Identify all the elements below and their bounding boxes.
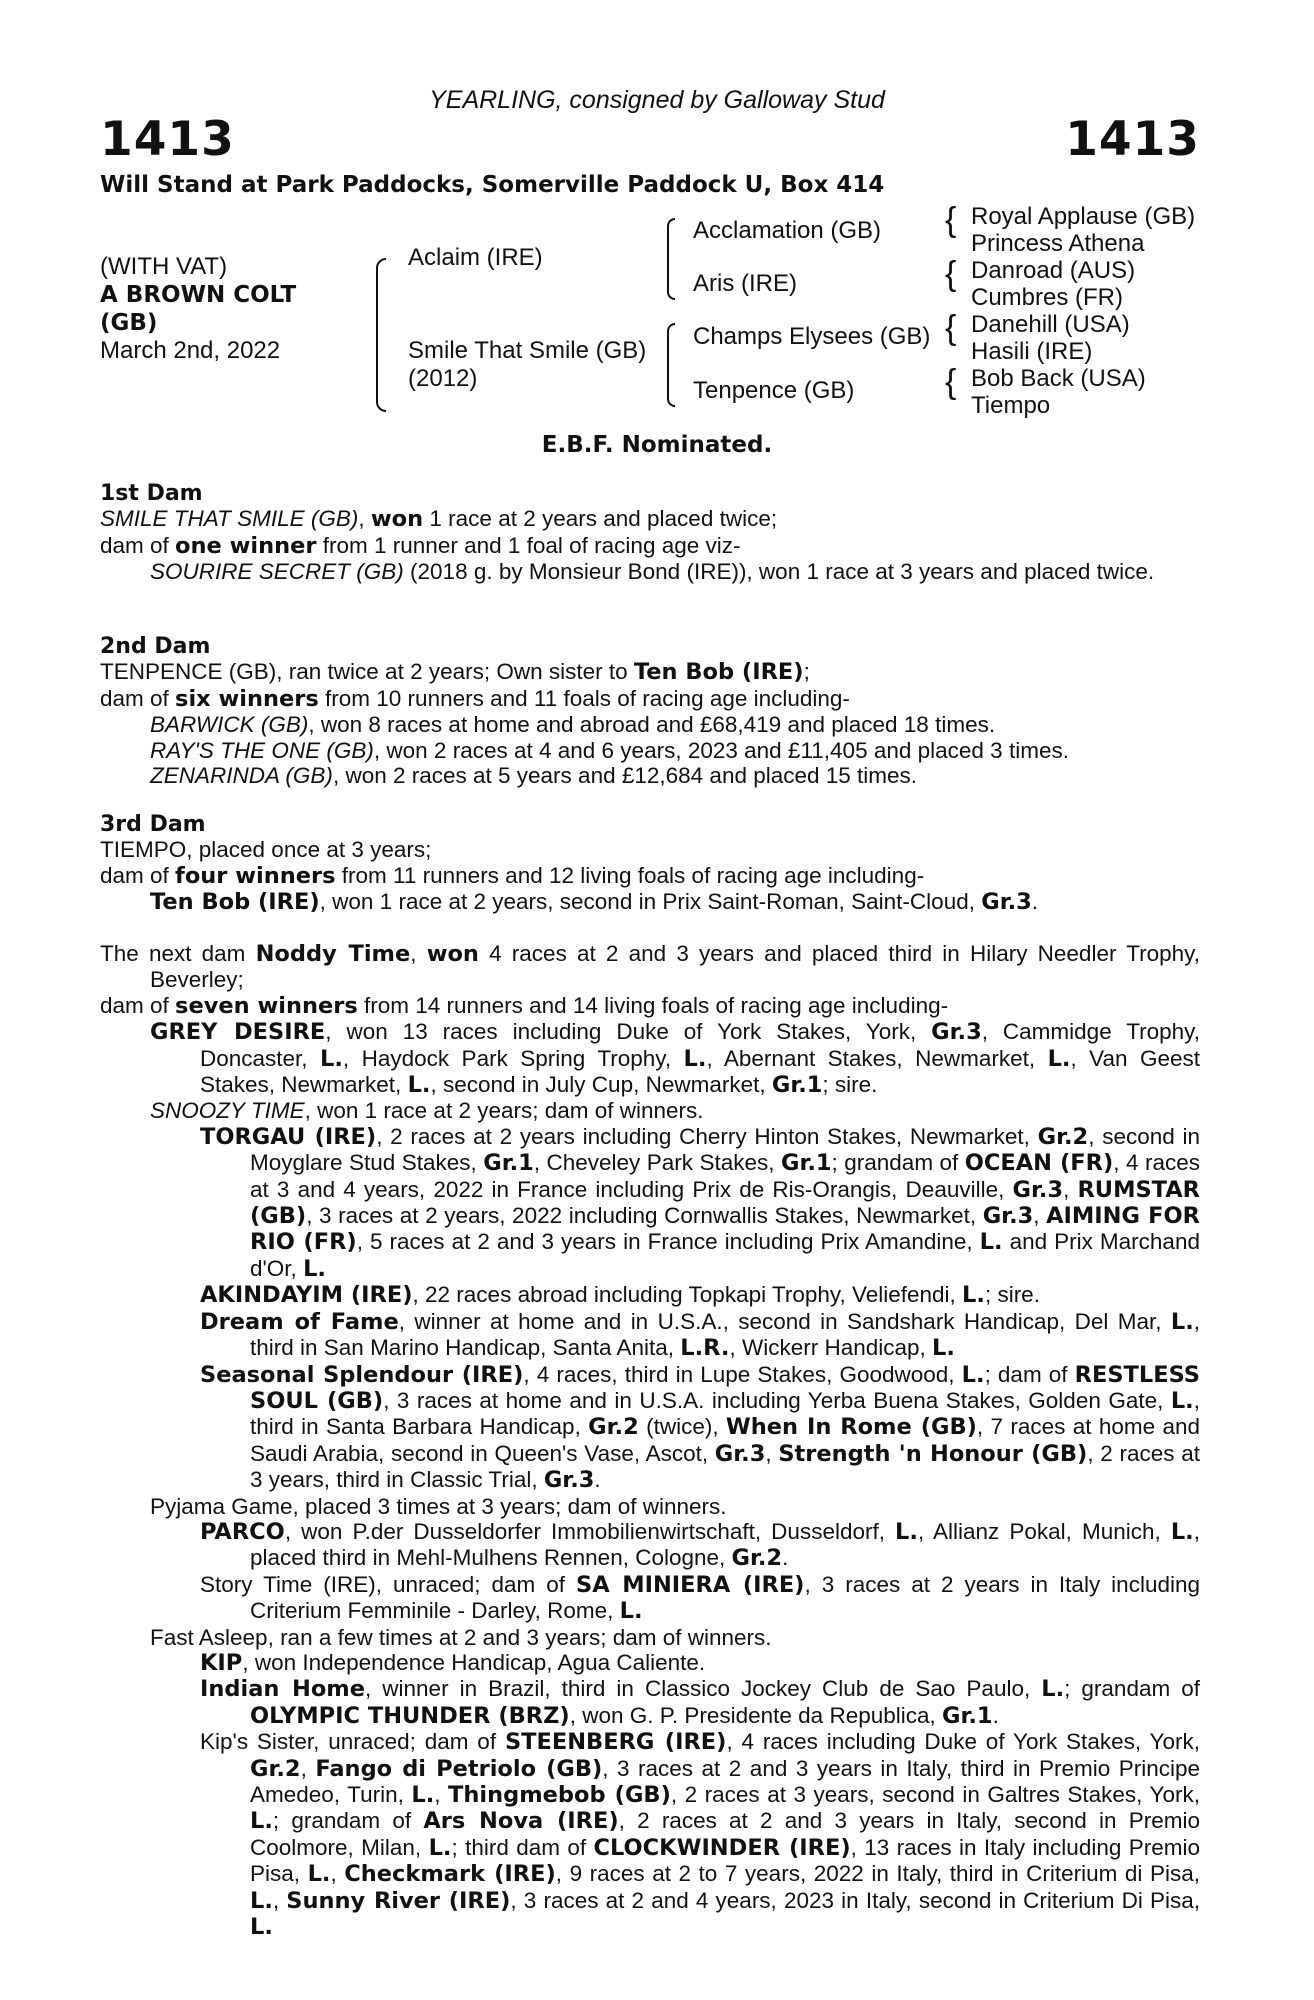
first-dam-line: SMILE THAT SMILE (GB), won 1 race at 2 years and placed twice; <box>100 506 778 533</box>
lot-number-right: 1413 <box>1065 112 1200 167</box>
first-dam-produce-entry: SOURIRE SECRET (GB) (2018 g. by Monsieur Bond (IRE)), won 1 race at 3 years and placed twice. <box>150 559 1155 585</box>
produce-entry-pyjama-game: Pyjama Game, placed 3 times at 3 years; dam of winners. <box>150 1493 727 1519</box>
stand-location: Will Stand at Park Paddocks, Somerville Paddock U, Box 414 <box>100 172 885 198</box>
bracket-sire-dam <box>376 258 386 412</box>
pedigree-dam-sire: Champs Elysees (GB) <box>693 323 931 350</box>
horse-info <box>100 253 296 365</box>
first-dam-produce-summary: dam of one winner from 1 runner and 1 foal of racing age viz- <box>100 532 741 559</box>
produce-entry-akindayim: AKINDAYIM (IRE), 22 races abroad including Topkapi Trophy, Veliefendi, L.; sire. <box>200 1282 1040 1309</box>
pedigree-g7: Bob Back (USA) <box>971 365 1146 392</box>
produce-entry-kips-sister: Kip's Sister, unraced; dam of STEENBERG (IRE), 4 races including Duke of York Stakes, York, Gr.2, Fango di Petriolo (GB), 3 races at 2 and 3 years in Italy, third in Premio Principe Amedeo, Turin, L., Thingmebob (GB), 2 races at 3 years, second in Galtres Stakes, York, L.; grandam of Ars Nova (IRE), 2 races at 2 and 3 years in Italy, second in Premio Coolmore, Milan, L.; third dam of CLOCKWINDER (IRE), 13 races in Italy including Premio Pisa, L., Checkmark (IRE), 9 races at 2 to 7 years, 2022 in Italy, third in Criterium di Pisa, L., Sunny River (IRE), 3 races at 2 and 4 years, 2023 in Italy, second in Criterium Di Pisa, L. <box>200 1729 1201 1941</box>
pedigree-sire-dam: Aris (IRE) <box>693 270 797 297</box>
next-dam-section <box>100 941 1200 1940</box>
produce-entry-kip: KIP, won Independence Handicap, Agua Caliente. <box>200 1649 706 1676</box>
pedigree-g1: Royal Applause (GB) <box>971 203 1196 230</box>
third-dam-heading: 3rd Dam <box>100 812 206 837</box>
pedigree-g4: Cumbres (FR) <box>971 284 1124 311</box>
first-dam-name: SMILE THAT SMILE (GB) <box>100 506 359 532</box>
first-dam-section <box>100 481 1200 585</box>
produce-entry-story-time: Story Time (IRE), unraced; dam of SA MINIERA (IRE), 3 races at 2 years in Italy including Criterium Femminile - Darley, Rome, L. <box>200 1571 1200 1625</box>
first-dam-heading: 1st Dam <box>100 481 203 506</box>
pedigree-g8: Tiempo <box>971 392 1051 419</box>
pedigree-dam-year: (2012) <box>408 365 478 392</box>
brace-3: { <box>945 309 957 347</box>
pedigree-g3: Danroad (AUS) <box>971 257 1136 284</box>
pedigree-g2: Princess Athena <box>971 230 1145 257</box>
produce-entry-parco: PARCO, won P.der Dusseldorfer Immobilienwirtschaft, Dusseldorf, L., Allianz Pokal, Munich, L., placed third in Mehl-Mulhens Rennen, Cologne, Gr.2. <box>200 1518 1200 1572</box>
bracket-dam-parents <box>667 323 675 407</box>
second-dam-section <box>100 634 1200 788</box>
second-dam-line: TENPENCE (GB), ran twice at 2 years; Own sister to Ten Bob (IRE); <box>100 659 810 686</box>
produce-entry-indian-home: Indian Home, winner in Brazil, third in Classico Jockey Club de Sao Paulo, L.; grandam of OLYMPIC THUNDER (BRZ), won G. P. Presidente da Republica, Gr.1. <box>200 1676 1200 1729</box>
produce-entry-grey-desire: GREY DESIRE, won 13 races including Duke of York Stakes, York, Gr.3, Cammidge Trophy, Doncaster, L., Haydock Park Spring Trophy, L., Abernant Stakes, Newmarket, L., Van Geest Stakes, Newmarket, L., second in July Cup, Newmarket, Gr.1; sire. <box>150 1019 1201 1099</box>
pedigree-dam-dam: Tenpence (GB) <box>693 377 855 404</box>
pedigree-dam: Smile That Smile (GB) <box>408 337 647 364</box>
second-dam-produce-entry: ZENARINDA (GB), won 2 races at 5 years and £12,684 and placed 15 times. <box>150 763 918 789</box>
second-dam-heading: 2nd Dam <box>100 634 211 659</box>
produce-entry-fast-asleep: Fast Asleep, ran a few times at 2 and 3 years; dam of winners. <box>150 1624 772 1650</box>
produce-entry-snoozy-time: SNOOZY TIME, won 1 race at 2 years; dam of winners. <box>150 1098 704 1124</box>
third-dam-section <box>100 812 1200 916</box>
produce-entry-dream-of-fame: Dream of Fame, winner at home and in U.S.A., second in Sandshark Handicap, Del Mar, L., third in San Marino Handicap, Santa Anita, L.R., Wickerr Handicap, L. <box>200 1308 1201 1362</box>
brace-2: { <box>945 255 957 293</box>
second-dam-produce-entry: BARWICK (GB), won 8 races at home and abroad and £68,419 and placed 18 times. <box>150 712 996 738</box>
brace-1: { <box>945 201 957 239</box>
brace-4: { <box>945 363 957 401</box>
foaling-date: March 2nd, 2022 <box>100 337 281 364</box>
pedigree-sire: Aclaim (IRE) <box>408 244 543 271</box>
pedigree-g5: Danehill (USA) <box>971 311 1130 338</box>
lot-number-left: 1413 <box>100 112 235 167</box>
second-dam-produce-entry: RAY'S THE ONE (GB), won 2 races at 4 and 6 years, 2023 and £11,405 and placed 3 times. <box>150 737 1069 763</box>
pedigree-sire-sire: Acclamation (GB) <box>693 217 882 244</box>
second-dam-produce-summary: dam of six winners from 10 runners and 11 foals of racing age including- <box>100 685 850 712</box>
ebf-nomination: E.B.F. Nominated. <box>541 432 773 458</box>
third-dam-produce-summary: dam of four winners from 11 runners and 12 living foals of racing age including- <box>100 862 925 889</box>
horse-description: A BROWN COLT <box>100 282 297 308</box>
third-dam-produce-entry: Ten Bob (IRE), won 1 race at 2 years, second in Prix Saint-Roman, Saint-Cloud, Gr.3. <box>150 889 1039 916</box>
bracket-sire-parents <box>667 218 675 300</box>
vat-note: (WITH VAT) <box>100 253 228 280</box>
next-dam-line: The next dam Noddy Time, won 4 races at 2 and 3 years and placed third in Hilary Needler Trophy, Beverley; <box>100 941 1200 993</box>
produce-entry-torgau: TORGAU (IRE), 2 races at 2 years including Cherry Hinton Stakes, Newmarket, Gr.2, second in Moyglare Stud Stakes, Gr.1, Cheveley Park Stakes, Gr.1; grandam of OCEAN (FR), 4 races at 3 and 4 years, 2022 in France including Prix de Ris-Orangis, Deauville, Gr.3, RUMSTAR (GB), 3 races at 2 years, 2022 including Cornwallis Stakes, Newmarket, Gr.3, AIMING FOR RIO (FR), 5 races at 2 and 3 years in France including Prix Amandine, L. and Prix Marchand d'Or, L. <box>200 1123 1200 1282</box>
horse-description-country: (GB) <box>100 310 158 336</box>
next-dam-produce-summary: dam of seven winners from 14 runners and 14 living foals of racing age including- <box>100 992 949 1019</box>
pedigree-g6: Hasili (IRE) <box>971 338 1093 365</box>
consignment-line: YEARLING, consigned by Galloway Stud <box>429 86 885 114</box>
third-dam-line: TIEMPO, placed once at 3 years; <box>100 837 432 863</box>
produce-entry-seasonal-splendour: Seasonal Splendour (IRE), 4 races, third in Lupe Stakes, Goodwood, L.; dam of RESTLESS SOUL (GB), 3 races at home and in U.S.A. including Yerba Buena Stakes, Golden Gate, L., third in Santa Barbara Handicap, Gr.2 (twice), When In Rome (GB), 7 races at home and Saudi Arabia, second in Queen's Vase, Ascot, Gr.3, Strength 'n Honour (GB), 2 races at 3 years, third in Classic Trial, Gr.3. <box>200 1361 1200 1494</box>
